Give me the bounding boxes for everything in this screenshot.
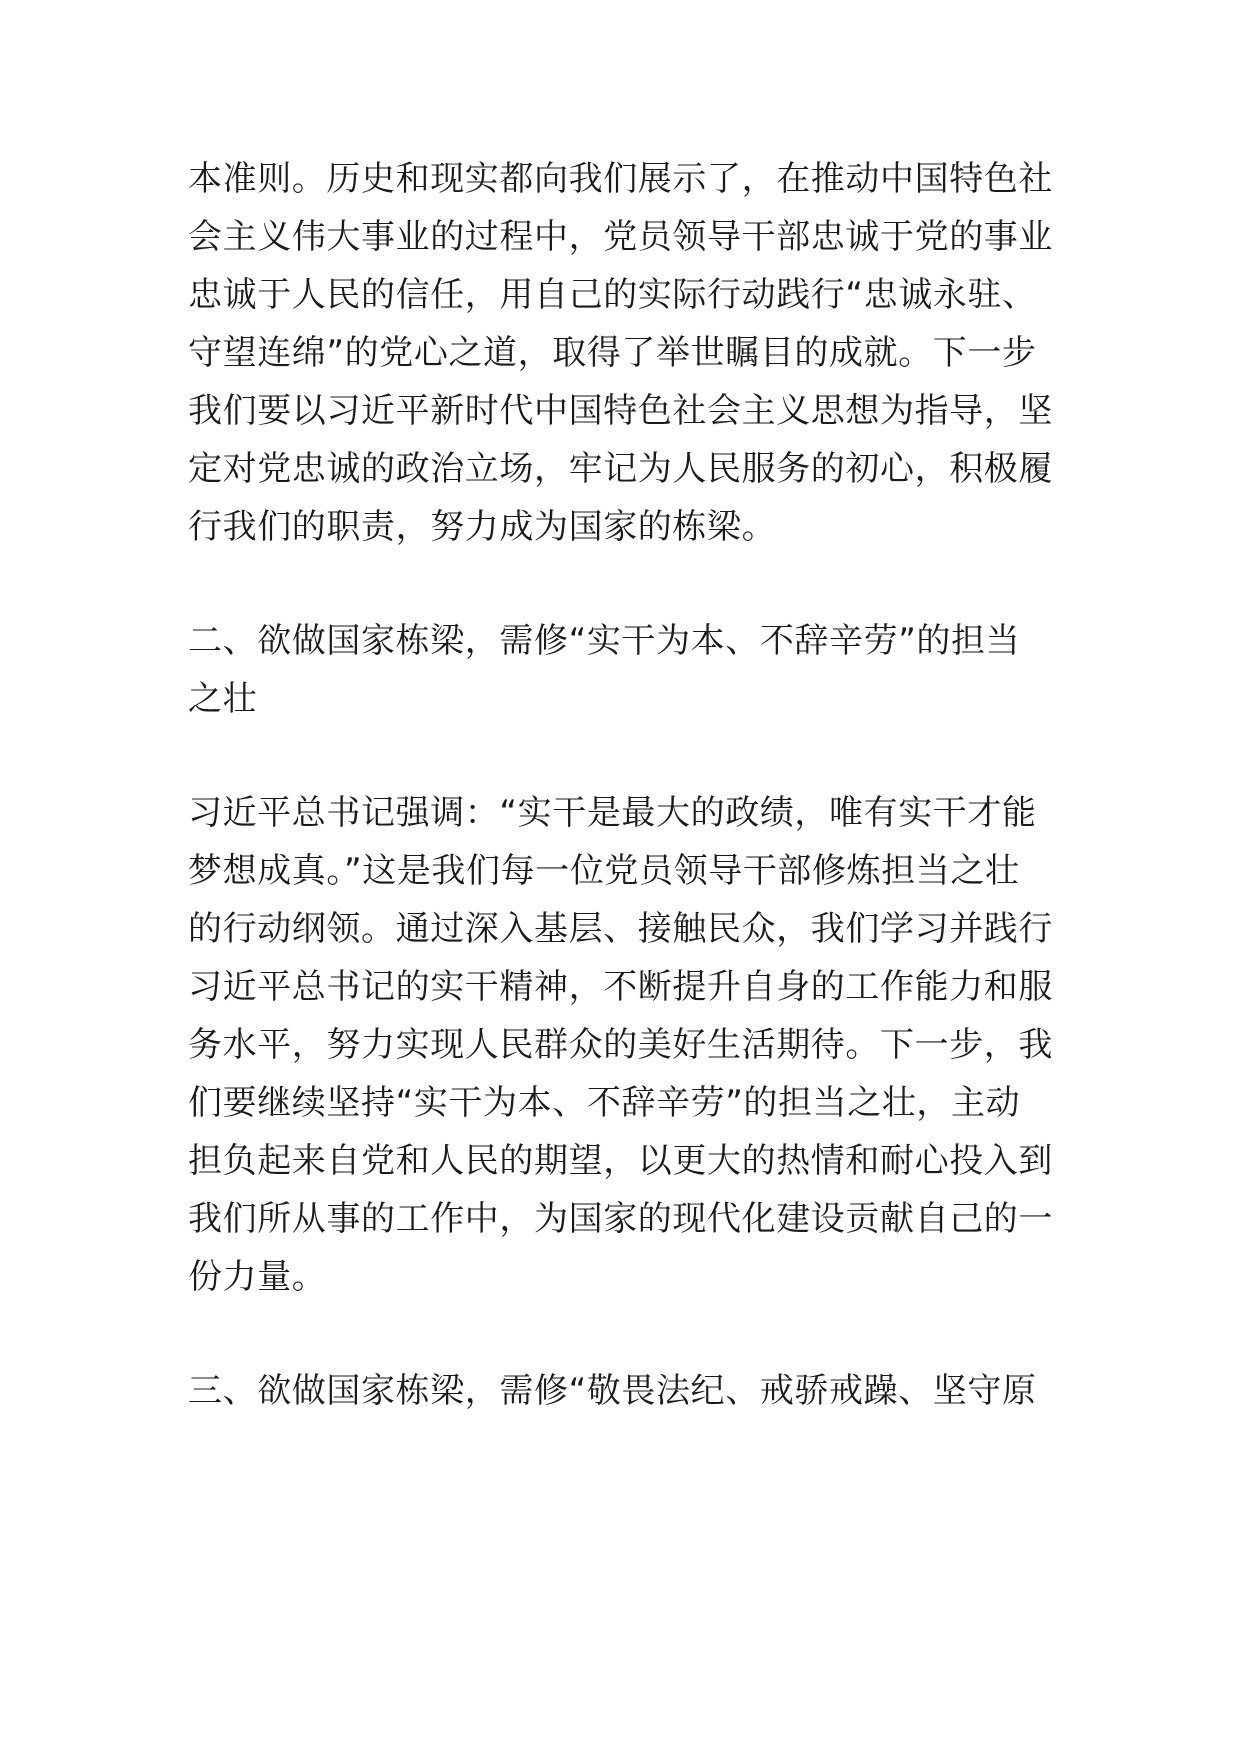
text-line: 忠诚于人民的信任，用自己的实际行动践行“忠诚永驻、	[188, 275, 1037, 315]
text-line: 份力量。	[188, 1257, 327, 1297]
text-line: 我们所从事的工作中，为国家的现代化建设贡献自己的一	[188, 1199, 1053, 1239]
text-line: 习近平总书记的实干精神，不断提升自身的工作能力和服	[188, 967, 1053, 1007]
text-line: 守望连绵”的党心之道，取得了举世瞩目的成就。下一步	[188, 333, 1037, 373]
heading-line: 二、欲做国家栋梁，需修“实干为本、不辞辛劳”的担当	[188, 621, 1021, 661]
text-line: 定对党忠诚的政治立场，牢记为人民服务的初心，积极履	[188, 449, 1053, 489]
text-line: 梦想成真。”这是我们每一位党员领导干部修炼担当之壮	[188, 851, 1020, 891]
text-line: 习近平总书记强调：“实干是最大的政绩，唯有实干才能	[188, 793, 1037, 833]
text-line: 我们要以习近平新时代中国特色社会主义思想为指导，坚	[188, 391, 1053, 431]
text-line: 们要继续坚持“实干为本、不辞辛劳”的担当之壮，主动	[188, 1083, 1021, 1123]
text-line: 行我们的职责，努力成为国家的栋梁。	[188, 507, 777, 547]
text-line: 本准则。历史和现实都向我们展示了，在推动中国特色社	[188, 159, 1053, 199]
text-line: 务水平，努力实现人民群众的美好生活期待。下一步，我	[188, 1025, 1053, 1065]
heading-line: 之壮	[188, 679, 258, 719]
text-line: 担负起来自党和人民的期望，以更大的热情和耐心投入到	[188, 1141, 1053, 1181]
text-line: 会主义伟大事业的过程中，党员领导干部忠诚于党的事业	[188, 217, 1053, 257]
text-line: 的行动纲领。通过深入基层、接触民众，我们学习并践行	[188, 909, 1053, 949]
heading-line: 三、欲做国家栋梁，需修“敬畏法纪、戒骄戒躁、坚守原	[188, 1371, 1037, 1411]
